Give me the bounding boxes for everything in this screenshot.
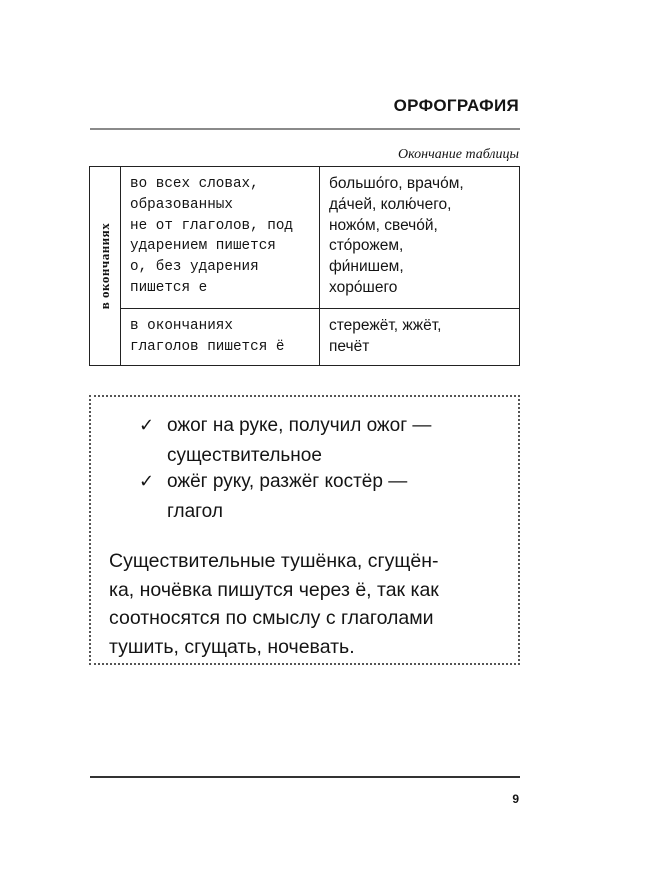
note-item-line1: ожог на руке, получил ожог — bbox=[167, 415, 432, 436]
table-row bbox=[90, 167, 520, 309]
rule-text: во всех словах, образованных не от глаголов, под ударением пишется о, без ударения пишется е bbox=[130, 176, 294, 296]
note-item-line1: ожёг руку, разжёг костёр — bbox=[167, 471, 408, 492]
table-row bbox=[90, 309, 520, 366]
examples-text: большо́го, врачо́м, да́чей, колю́чего, ножо́м, свечо́й, сто́рожем, фи́нишем, хоро́шего bbox=[329, 175, 464, 296]
rule-cell bbox=[121, 167, 320, 309]
note-item-line2: существительное bbox=[167, 445, 322, 466]
note-item-line2: глагол bbox=[167, 501, 223, 522]
header-rule bbox=[90, 128, 520, 130]
rule-cell bbox=[121, 309, 320, 366]
examples-cell bbox=[320, 167, 520, 309]
note-paragraph: Существительные тушёнка, сгущён- ка, ночёвка пишутся через ё, так как соотносятся по смыслу с глаголами тушить, сгущать, ночевать. bbox=[109, 550, 439, 658]
page-number: 9 bbox=[512, 792, 519, 806]
examples-text: стережёт, жжёт, печёт bbox=[329, 317, 442, 355]
note-box bbox=[89, 395, 520, 665]
check-icon: ✓ bbox=[139, 415, 155, 436]
examples-cell bbox=[320, 309, 520, 366]
table-caption: Окончание таблицы bbox=[398, 147, 519, 162]
spelling-table bbox=[89, 166, 520, 366]
rule-text: в окончаниях глаголов пишется ё bbox=[130, 318, 285, 355]
table-side-cell bbox=[90, 167, 121, 366]
section-title: ОРФОГРАФИЯ bbox=[393, 96, 519, 115]
check-icon: ✓ bbox=[139, 471, 155, 492]
footer-rule bbox=[90, 776, 520, 778]
side-label: в окончаниях bbox=[97, 222, 112, 310]
